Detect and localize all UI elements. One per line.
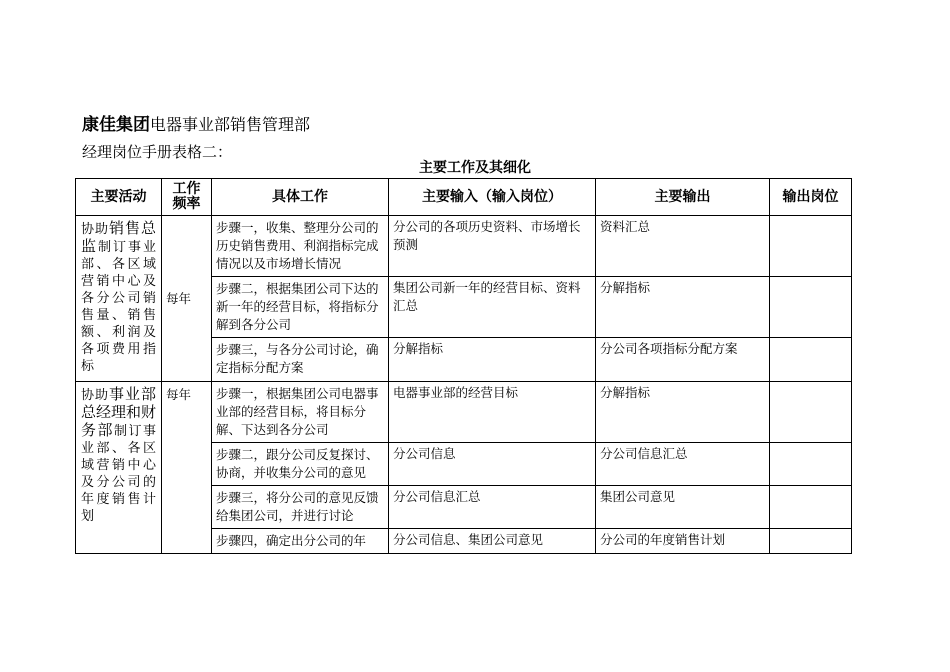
output-cell: 分解指标 bbox=[596, 277, 770, 338]
output-cell: 分公司信息汇总 bbox=[596, 443, 770, 486]
work-step-cell: 步骤一，根据集团公司电器事业部的经营目标，将目标分解、下达到各分公司 bbox=[212, 382, 389, 443]
work-detail-table bbox=[75, 178, 852, 554]
document-subtitle: 经理岗位手册表格二： bbox=[82, 143, 233, 161]
input-cell: 分公司信息汇总 bbox=[389, 486, 596, 529]
col-header-input: 主要输入（输入岗位） bbox=[389, 179, 596, 216]
col-header-work: 具体工作 bbox=[212, 179, 389, 216]
input-cell: 电器事业部的经营目标 bbox=[389, 382, 596, 443]
activity-prefix: 协助 bbox=[81, 388, 109, 403]
work-step-cell: 步骤一，收集、整理分公司的历史销售费用、利润指标完成情况以及市场增长情况 bbox=[212, 216, 389, 277]
col-header-output: 主要输出 bbox=[596, 179, 770, 216]
input-cell: 分公司的各项历史资料、市场增长预测 bbox=[389, 216, 596, 277]
output-post-cell bbox=[770, 529, 852, 554]
company-name: 康佳集团 bbox=[82, 115, 150, 135]
department-name: 电器事业部销售管理部 bbox=[150, 115, 311, 134]
output-post-cell bbox=[770, 216, 852, 277]
col-header-activity: 主要活动 bbox=[76, 179, 162, 216]
output-cell: 分解指标 bbox=[596, 382, 770, 443]
output-cell: 集团公司意见 bbox=[596, 486, 770, 529]
output-cell: 分公司各项指标分配方案 bbox=[596, 338, 770, 382]
input-cell: 分公司信息、集团公司意见 bbox=[389, 529, 596, 554]
output-post-cell bbox=[770, 277, 852, 338]
activity-text: 制订事业部、各区域营销中心及分公司的年度销售计划 bbox=[81, 424, 156, 524]
frequency-text: 每年 bbox=[166, 387, 192, 402]
col-header-output-post: 输出岗位 bbox=[770, 179, 852, 216]
work-step-cell: 步骤三，将分公司的意见反馈给集团公司，并进行讨论 bbox=[212, 486, 389, 529]
output-cell: 分公司的年度销售计划 bbox=[596, 529, 770, 554]
work-step-cell: 步骤二，根据集团公司下达的新一年的经营目标，将指标分解到各分公司 bbox=[212, 277, 389, 338]
col-header-frequency bbox=[162, 179, 212, 216]
col-header-frequency-text: 工作频率 bbox=[172, 181, 201, 212]
output-post-cell bbox=[770, 338, 852, 382]
frequency-cell bbox=[162, 382, 212, 554]
activity-cell bbox=[76, 216, 162, 382]
activity-prefix: 协助 bbox=[81, 222, 109, 237]
input-cell: 分解指标 bbox=[389, 338, 596, 382]
work-step-cell: 步骤二，跟分公司反复探讨、协商，并收集分公司的意见 bbox=[212, 443, 389, 486]
output-post-cell bbox=[770, 443, 852, 486]
frequency-cell: 每年 bbox=[162, 216, 212, 382]
activity-text: 制订事业部、各区域营销中心及各分公司销售量、销售额、利润及各项费用指标 bbox=[81, 240, 156, 374]
activity-highlight: 销售总 bbox=[109, 219, 156, 237]
output-post-cell bbox=[770, 382, 852, 443]
activity-cell bbox=[76, 382, 162, 554]
document-heading bbox=[82, 114, 310, 136]
output-post-cell bbox=[770, 486, 852, 529]
work-step-cell: 步骤四，确定出分公司的年 bbox=[212, 529, 389, 554]
activity-highlight-2: 监 bbox=[81, 237, 98, 255]
work-step-cell: 步骤三，与各分公司讨论，确定指标分配方案 bbox=[212, 338, 389, 382]
input-cell: 集团公司新一年的经营目标、资料汇总 bbox=[389, 277, 596, 338]
input-cell: 分公司信息 bbox=[389, 443, 596, 486]
table-row bbox=[76, 382, 852, 443]
activity-highlight: 事业部总经理和财务部 bbox=[81, 385, 157, 439]
output-cell: 资料汇总 bbox=[596, 216, 770, 277]
table-title: 主要工作及其细化 bbox=[419, 160, 531, 176]
table-row bbox=[76, 216, 852, 277]
table-header-row bbox=[76, 179, 852, 216]
